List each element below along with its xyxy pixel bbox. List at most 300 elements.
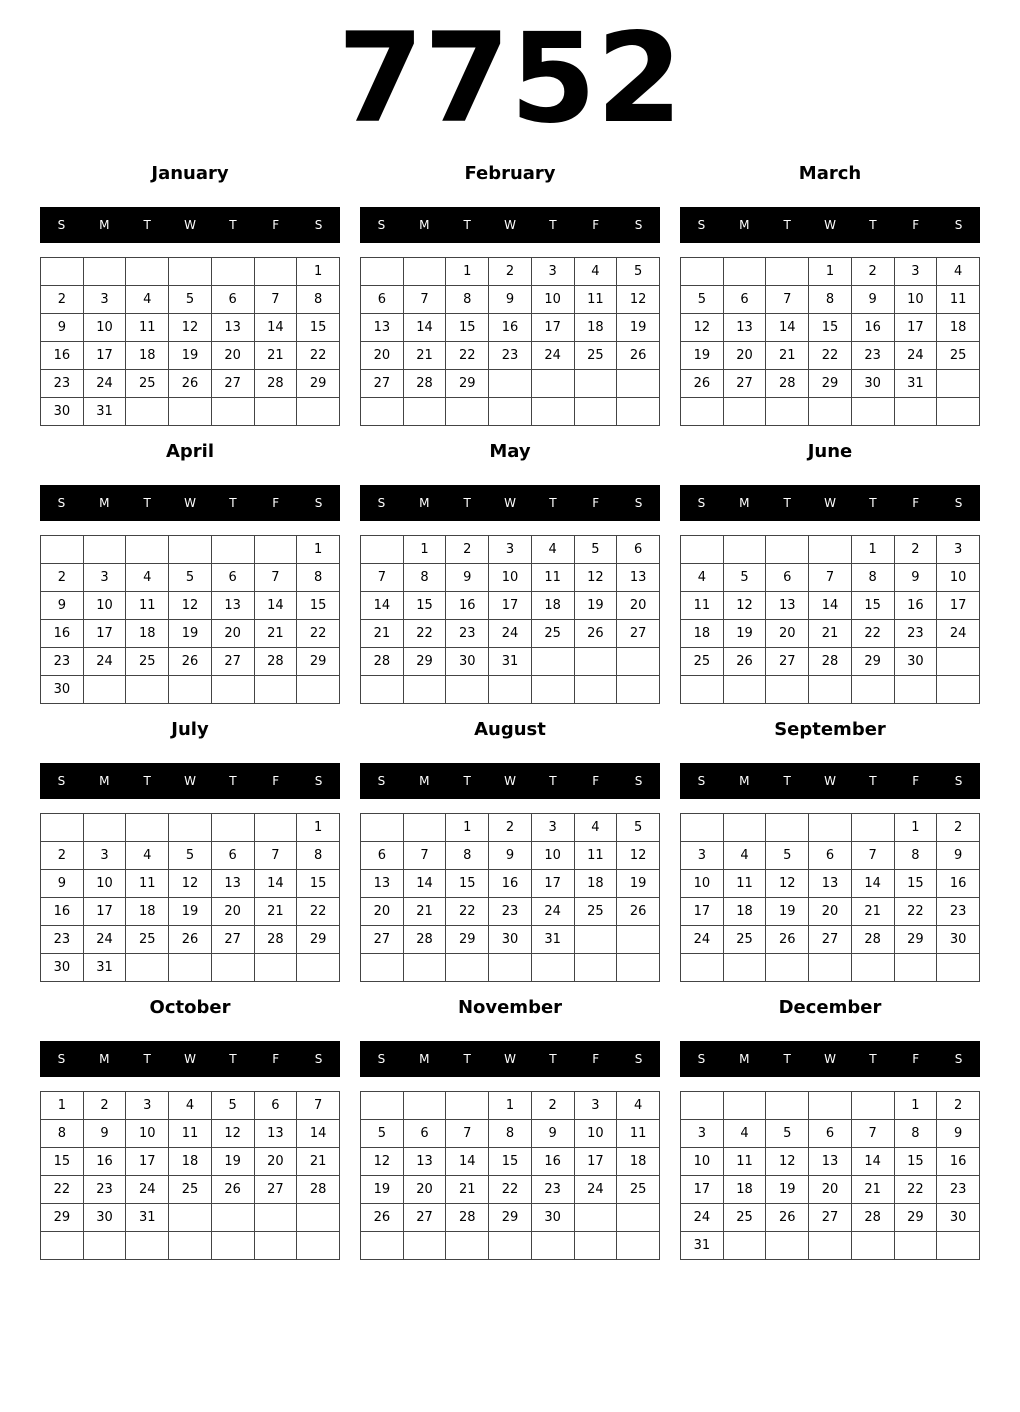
- day-cell: 8: [41, 1120, 84, 1148]
- empty-day-cell: [681, 814, 724, 842]
- weekday-label: W: [184, 218, 196, 232]
- day-cell: 22: [297, 342, 340, 370]
- day-cell: 19: [211, 1148, 254, 1176]
- day-cell: 2: [41, 564, 84, 592]
- week-row: [681, 1120, 980, 1148]
- weekday-label: T: [783, 218, 791, 232]
- day-cell: 2: [894, 536, 937, 564]
- day-cell: 13: [617, 564, 660, 592]
- day-cell: 14: [254, 592, 297, 620]
- day-cell: 1: [809, 258, 852, 286]
- day-cell: 3: [937, 536, 980, 564]
- weekday-label: W: [184, 1052, 196, 1066]
- day-cell: 28: [254, 370, 297, 398]
- day-cell: 5: [574, 536, 617, 564]
- day-cell: 12: [681, 314, 724, 342]
- week-row: [361, 870, 660, 898]
- day-cell: 24: [937, 620, 980, 648]
- day-cell: 6: [723, 286, 766, 314]
- day-cell: 23: [851, 342, 894, 370]
- empty-day-cell: [937, 370, 980, 398]
- day-cell: 2: [41, 286, 84, 314]
- week-row: [361, 1092, 660, 1120]
- day-cell: 23: [446, 620, 489, 648]
- empty-day-cell: [446, 1232, 489, 1260]
- day-cell: 20: [254, 1148, 297, 1176]
- weekday-label: W: [184, 496, 196, 510]
- day-cell: 14: [361, 592, 404, 620]
- weekday-label: F: [912, 218, 920, 232]
- day-cell: 7: [254, 286, 297, 314]
- weekday-label: S: [314, 218, 323, 232]
- day-cell: 20: [617, 592, 660, 620]
- week-row: [41, 536, 340, 564]
- day-cell: 2: [41, 842, 84, 870]
- day-cell: 6: [361, 286, 404, 314]
- empty-day-cell: [169, 954, 212, 982]
- day-cell: 4: [723, 842, 766, 870]
- day-cell: 10: [681, 870, 724, 898]
- day-grid: [680, 813, 980, 982]
- day-cell: 17: [574, 1148, 617, 1176]
- day-cell: 22: [446, 342, 489, 370]
- day-cell: 17: [937, 592, 980, 620]
- day-cell: 6: [766, 564, 809, 592]
- week-row: [361, 620, 660, 648]
- week-row: [41, 926, 340, 954]
- week-row: [41, 870, 340, 898]
- empty-day-cell: [766, 536, 809, 564]
- day-cell: 19: [617, 870, 660, 898]
- month-name: September: [774, 719, 886, 740]
- weekday-label: W: [504, 218, 516, 232]
- day-cell: 28: [297, 1176, 340, 1204]
- weekday-label: S: [57, 1052, 66, 1066]
- day-cell: 27: [723, 370, 766, 398]
- empty-day-cell: [766, 676, 809, 704]
- empty-day-cell: [531, 676, 574, 704]
- day-cell: 18: [723, 898, 766, 926]
- empty-day-cell: [766, 1092, 809, 1120]
- day-cell: 29: [809, 370, 852, 398]
- weekday-label: T: [143, 218, 151, 232]
- weekday-label: S: [314, 496, 323, 510]
- weekday-label: M: [739, 774, 750, 788]
- empty-day-cell: [681, 1092, 724, 1120]
- weekday-header: [360, 763, 660, 799]
- day-cell: 29: [894, 1204, 937, 1232]
- day-cell: 26: [169, 648, 212, 676]
- week-row: [41, 314, 340, 342]
- day-cell: 3: [894, 258, 937, 286]
- weekday-label: M: [419, 496, 430, 510]
- week-row: [41, 1232, 340, 1260]
- day-cell: 17: [681, 898, 724, 926]
- empty-day-cell: [574, 676, 617, 704]
- empty-day-cell: [169, 536, 212, 564]
- day-cell: 13: [766, 592, 809, 620]
- week-row: [681, 620, 980, 648]
- day-cell: 3: [126, 1092, 169, 1120]
- day-cell: 2: [83, 1092, 126, 1120]
- day-cell: 18: [531, 592, 574, 620]
- week-row: [361, 370, 660, 398]
- empty-day-cell: [254, 258, 297, 286]
- day-cell: 18: [574, 314, 617, 342]
- day-cell: 16: [41, 342, 84, 370]
- month-name: November: [457, 997, 563, 1018]
- empty-day-cell: [574, 1232, 617, 1260]
- empty-day-cell: [403, 398, 446, 426]
- day-cell: 10: [531, 842, 574, 870]
- day-cell: 21: [403, 342, 446, 370]
- day-cell: 12: [766, 1148, 809, 1176]
- empty-day-cell: [574, 1204, 617, 1232]
- day-cell: 28: [403, 370, 446, 398]
- week-row: [361, 1176, 660, 1204]
- empty-day-cell: [446, 1092, 489, 1120]
- day-cell: 19: [169, 898, 212, 926]
- day-cell: 25: [126, 926, 169, 954]
- empty-day-cell: [83, 258, 126, 286]
- day-cell: 27: [211, 648, 254, 676]
- week-row: [41, 286, 340, 314]
- week-row: [681, 370, 980, 398]
- empty-day-cell: [126, 814, 169, 842]
- empty-day-cell: [361, 258, 404, 286]
- day-cell: 20: [361, 342, 404, 370]
- day-cell: 13: [723, 314, 766, 342]
- empty-day-cell: [809, 536, 852, 564]
- day-cell: 15: [297, 870, 340, 898]
- day-cell: 6: [211, 286, 254, 314]
- day-cell: 13: [211, 314, 254, 342]
- week-row: [361, 954, 660, 982]
- week-row: [361, 1148, 660, 1176]
- day-cell: 19: [361, 1176, 404, 1204]
- day-cell: 9: [531, 1120, 574, 1148]
- day-cell: 30: [41, 954, 84, 982]
- empty-day-cell: [851, 954, 894, 982]
- day-cell: 17: [83, 620, 126, 648]
- day-cell: 5: [617, 814, 660, 842]
- day-cell: 23: [41, 370, 84, 398]
- empty-day-cell: [937, 648, 980, 676]
- day-cell: 16: [41, 620, 84, 648]
- day-cell: 3: [83, 286, 126, 314]
- day-cell: 25: [681, 648, 724, 676]
- day-cell: 1: [851, 536, 894, 564]
- week-row: [361, 814, 660, 842]
- day-cell: 12: [169, 314, 212, 342]
- day-cell: 29: [446, 926, 489, 954]
- empty-day-cell: [126, 536, 169, 564]
- day-cell: 14: [851, 1148, 894, 1176]
- empty-day-cell: [211, 954, 254, 982]
- week-row: [41, 814, 340, 842]
- day-cell: 16: [489, 870, 532, 898]
- day-cell: 29: [489, 1204, 532, 1232]
- empty-day-cell: [574, 954, 617, 982]
- day-cell: 8: [297, 842, 340, 870]
- day-cell: 30: [531, 1204, 574, 1232]
- empty-day-cell: [211, 536, 254, 564]
- empty-day-cell: [254, 536, 297, 564]
- day-cell: 30: [446, 648, 489, 676]
- empty-day-cell: [681, 536, 724, 564]
- empty-day-cell: [446, 676, 489, 704]
- day-cell: 15: [297, 314, 340, 342]
- day-cell: 14: [446, 1148, 489, 1176]
- week-row: [361, 676, 660, 704]
- day-cell: 22: [403, 620, 446, 648]
- day-cell: 9: [937, 842, 980, 870]
- weekday-label: S: [314, 774, 323, 788]
- empty-day-cell: [723, 1232, 766, 1260]
- day-cell: 28: [254, 926, 297, 954]
- empty-day-cell: [297, 676, 340, 704]
- empty-day-cell: [681, 676, 724, 704]
- day-cell: 12: [169, 592, 212, 620]
- day-cell: 14: [766, 314, 809, 342]
- day-cell: 13: [403, 1148, 446, 1176]
- day-cell: 27: [254, 1176, 297, 1204]
- week-row: [361, 398, 660, 426]
- empty-day-cell: [723, 258, 766, 286]
- day-cell: 17: [531, 870, 574, 898]
- week-row: [681, 536, 980, 564]
- day-cell: 27: [211, 370, 254, 398]
- day-cell: 21: [809, 620, 852, 648]
- day-cell: 24: [531, 342, 574, 370]
- day-grid: [40, 257, 340, 426]
- day-cell: 4: [617, 1092, 660, 1120]
- week-row: [681, 592, 980, 620]
- day-grid: [680, 1091, 980, 1260]
- day-cell: 7: [809, 564, 852, 592]
- day-cell: 15: [297, 592, 340, 620]
- day-cell: 3: [531, 814, 574, 842]
- day-cell: 24: [681, 1204, 724, 1232]
- day-cell: 21: [766, 342, 809, 370]
- day-cell: 18: [126, 898, 169, 926]
- weekday-header: [40, 485, 340, 521]
- month-name: January: [151, 163, 229, 184]
- day-cell: 18: [126, 620, 169, 648]
- empty-day-cell: [489, 1232, 532, 1260]
- day-cell: 5: [766, 1120, 809, 1148]
- day-cell: 13: [809, 870, 852, 898]
- day-cell: 21: [254, 898, 297, 926]
- day-cell: 29: [851, 648, 894, 676]
- day-cell: 4: [169, 1092, 212, 1120]
- day-cell: 29: [297, 648, 340, 676]
- empty-day-cell: [126, 1232, 169, 1260]
- empty-day-cell: [574, 398, 617, 426]
- empty-day-cell: [617, 676, 660, 704]
- day-cell: 22: [851, 620, 894, 648]
- day-cell: 24: [83, 370, 126, 398]
- day-cell: 21: [851, 1176, 894, 1204]
- day-cell: 26: [617, 898, 660, 926]
- day-cell: 6: [809, 842, 852, 870]
- day-cell: 11: [617, 1120, 660, 1148]
- day-cell: 18: [681, 620, 724, 648]
- day-cell: 1: [297, 258, 340, 286]
- weekday-label: T: [783, 1052, 791, 1066]
- weekday-label: M: [739, 1052, 750, 1066]
- day-cell: 17: [126, 1148, 169, 1176]
- day-cell: 16: [851, 314, 894, 342]
- day-cell: 20: [211, 620, 254, 648]
- day-cell: 24: [681, 926, 724, 954]
- day-cell: 8: [489, 1120, 532, 1148]
- day-cell: 25: [723, 1204, 766, 1232]
- day-cell: 7: [446, 1120, 489, 1148]
- day-cell: 19: [723, 620, 766, 648]
- week-row: [41, 898, 340, 926]
- day-cell: 14: [254, 870, 297, 898]
- weekday-label: W: [504, 774, 516, 788]
- empty-day-cell: [766, 258, 809, 286]
- empty-day-cell: [531, 1232, 574, 1260]
- day-cell: 27: [361, 370, 404, 398]
- empty-day-cell: [766, 814, 809, 842]
- day-cell: 14: [254, 314, 297, 342]
- day-cell: 10: [126, 1120, 169, 1148]
- empty-day-cell: [851, 1092, 894, 1120]
- week-row: [361, 286, 660, 314]
- day-cell: 7: [254, 564, 297, 592]
- day-cell: 24: [83, 926, 126, 954]
- day-cell: 29: [41, 1204, 84, 1232]
- day-cell: 23: [41, 648, 84, 676]
- month-name: March: [798, 163, 862, 184]
- month-name: December: [778, 997, 882, 1018]
- empty-day-cell: [489, 954, 532, 982]
- day-cell: 12: [617, 842, 660, 870]
- weekday-label: S: [634, 774, 643, 788]
- empty-day-cell: [681, 258, 724, 286]
- day-cell: 1: [41, 1092, 84, 1120]
- week-row: [361, 1204, 660, 1232]
- week-row: [681, 676, 980, 704]
- week-row: [41, 398, 340, 426]
- weekday-label: M: [419, 218, 430, 232]
- day-cell: 10: [83, 314, 126, 342]
- day-cell: 25: [723, 926, 766, 954]
- empty-day-cell: [617, 648, 660, 676]
- day-cell: 7: [361, 564, 404, 592]
- empty-day-cell: [809, 398, 852, 426]
- day-cell: 14: [851, 870, 894, 898]
- empty-day-cell: [126, 258, 169, 286]
- day-cell: 2: [446, 536, 489, 564]
- empty-day-cell: [169, 814, 212, 842]
- day-cell: 15: [851, 592, 894, 620]
- day-cell: 11: [126, 314, 169, 342]
- month-name: May: [489, 441, 531, 462]
- day-cell: 7: [403, 842, 446, 870]
- day-cell: 26: [169, 926, 212, 954]
- month-name: April: [165, 441, 215, 462]
- day-cell: 5: [723, 564, 766, 592]
- empty-day-cell: [254, 954, 297, 982]
- weekday-header: [680, 207, 980, 243]
- day-cell: 10: [489, 564, 532, 592]
- day-cell: 17: [531, 314, 574, 342]
- weekday-label: F: [272, 496, 280, 510]
- day-cell: 29: [894, 926, 937, 954]
- empty-day-cell: [617, 1204, 660, 1232]
- weekday-label: T: [549, 1052, 557, 1066]
- weekday-header: [360, 207, 660, 243]
- week-row: [41, 1148, 340, 1176]
- weekday-header: [360, 1041, 660, 1077]
- weekday-header: [40, 763, 340, 799]
- week-row: [361, 258, 660, 286]
- weekday-label: F: [592, 496, 600, 510]
- empty-day-cell: [211, 1232, 254, 1260]
- empty-day-cell: [531, 954, 574, 982]
- weekday-label: F: [272, 1052, 280, 1066]
- week-row: [361, 898, 660, 926]
- day-cell: 30: [41, 398, 84, 426]
- day-cell: 18: [126, 342, 169, 370]
- day-cell: 22: [446, 898, 489, 926]
- day-cell: 1: [489, 1092, 532, 1120]
- day-cell: 11: [531, 564, 574, 592]
- empty-day-cell: [361, 676, 404, 704]
- day-cell: 15: [403, 592, 446, 620]
- day-cell: 29: [446, 370, 489, 398]
- day-cell: 29: [297, 370, 340, 398]
- day-cell: 10: [937, 564, 980, 592]
- weekday-label: T: [229, 496, 237, 510]
- weekday-label: M: [739, 496, 750, 510]
- empty-day-cell: [297, 1232, 340, 1260]
- empty-day-cell: [851, 1232, 894, 1260]
- empty-day-cell: [211, 258, 254, 286]
- day-cell: 23: [894, 620, 937, 648]
- empty-day-cell: [361, 954, 404, 982]
- empty-day-cell: [254, 398, 297, 426]
- month-name: June: [807, 441, 853, 462]
- week-row: [361, 536, 660, 564]
- day-cell: 22: [41, 1176, 84, 1204]
- weekday-header: [680, 485, 980, 521]
- day-cell: 8: [851, 564, 894, 592]
- weekday-label: W: [504, 496, 516, 510]
- empty-day-cell: [809, 676, 852, 704]
- day-cell: 20: [766, 620, 809, 648]
- day-cell: 1: [297, 814, 340, 842]
- weekday-header: [680, 1041, 980, 1077]
- empty-day-cell: [489, 676, 532, 704]
- weekday-label: S: [697, 1052, 706, 1066]
- day-cell: 25: [531, 620, 574, 648]
- weekday-label: T: [549, 496, 557, 510]
- day-cell: 8: [297, 286, 340, 314]
- empty-day-cell: [723, 814, 766, 842]
- weekday-label: S: [377, 1052, 386, 1066]
- empty-day-cell: [809, 954, 852, 982]
- day-cell: 13: [361, 870, 404, 898]
- weekday-label: S: [954, 218, 963, 232]
- weekday-label: T: [229, 1052, 237, 1066]
- day-grid: [680, 257, 980, 426]
- day-cell: 5: [211, 1092, 254, 1120]
